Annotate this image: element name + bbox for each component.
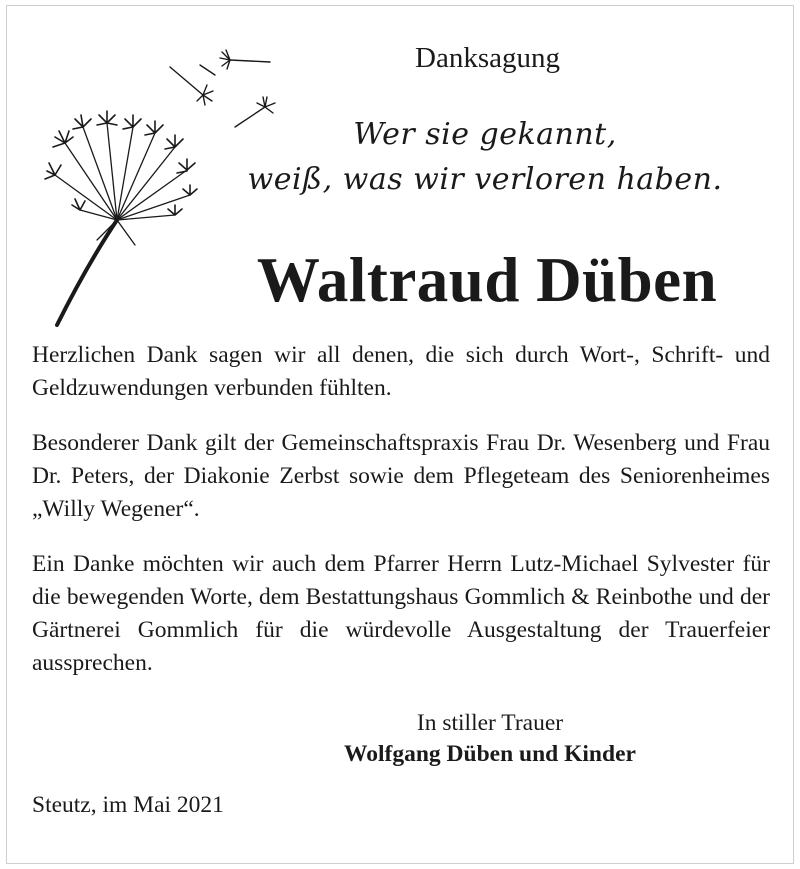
quote-line-1: Wer sie gekannt,: [353, 117, 617, 152]
thanks-paragraph-1: Herzlichen Dank sagen wir all denen, die sich durch Wort-, Schrift- und Geldzuwendungen verbunden fühlten.: [32, 342, 770, 401]
memorial-quote: [240, 112, 730, 202]
thanks-paragraph-2: Besonderer Dank gilt der Gemeinschaftspraxis Frau Dr. Wesenberg und Frau Dr. Peters, der Diakonie Zerbst sowie dem Pflegeteam des Seniorenheimes „Willy Wegener“.: [32, 430, 770, 522]
quote-line-2: weiß, was wir verloren haben.: [247, 162, 723, 197]
mourning-line: In stiller Trauer: [416, 710, 564, 736]
place-date: Steutz, im Mai 2021: [32, 792, 224, 818]
deceased-name: Waltraud Düben: [256, 245, 718, 315]
family-signature: Wolfgang Düben und Kinder: [344, 741, 636, 767]
notice-heading: Danksagung: [415, 42, 560, 74]
thanks-paragraph-3: Ein Danke möchten wir auch dem Pfarrer Herrn Lutz-Michael Sylvester für die bewegenden Worte, dem Bestattungshaus Gommlich & Reinbothe und der Gärtnerei Gommlich für die würdevolle Ausgestaltung der Trauerfeier aussprechen.: [32, 551, 770, 676]
